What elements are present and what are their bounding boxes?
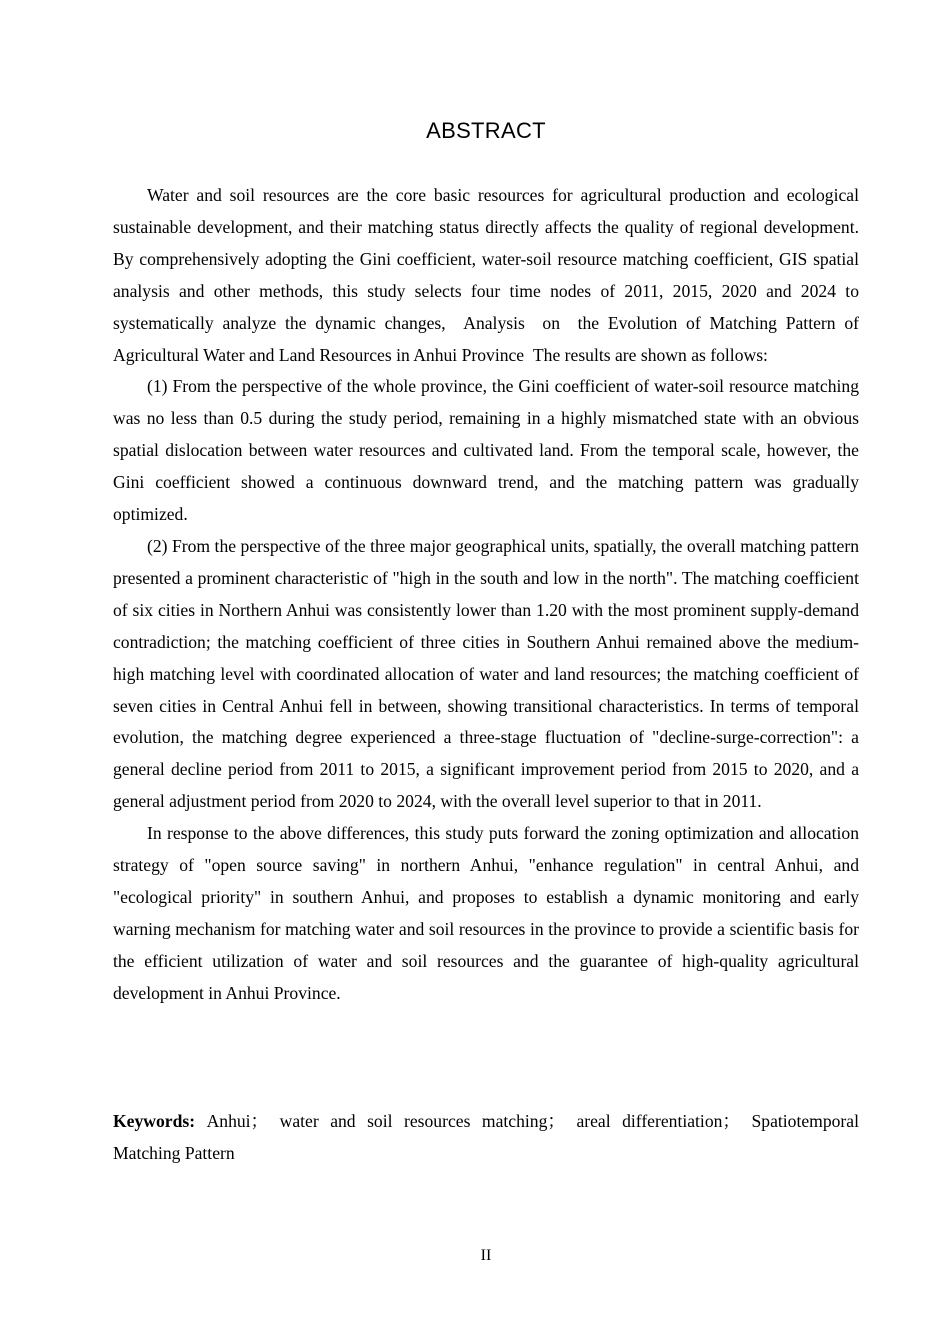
keywords-line: [113, 1106, 859, 1170]
abstract-paragraph-recommendations: In response to the above differences, this study puts forward the zoning optimization and allocation strategy of "open source saving" in northern Anhui, "enhance regulation" in central Anhui, and "ecological priority" in southern Anhui, and proposes to establish a dynamic monitoring and early warning mechanism for matching water and soil resources in the province to provide a scientific basis for the efficient utilization of water and soil resources and the guarantee of high-quality agricultural development in Anhui Province.: [113, 823, 859, 1003]
abstract-paragraph-finding-1: (1) From the perspective of the whole province, the Gini coefficient of water-soil resource matching was no less than 0.5 during the study period, remaining in a highly mismatched state with an obvious spatial dislocation between water resources and cultivated land. From the temporal scale, however, the Gini coefficient showed a continuous downward trend, and the matching pattern was gradually optimized.: [113, 376, 859, 525]
abstract-body: [113, 180, 859, 1010]
keywords-list: Anhui； water and soil resources matching； areal differentiation； Spatiotemporal Matching Pattern: [113, 1111, 859, 1163]
abstract-title: ABSTRACT: [426, 118, 546, 143]
abstract-paragraph-intro: Water and soil resources are the core basic resources for agricultural production and ecological sustainable development, and their matching status directly affects the quality of regional development. By comprehensively adopting the Gini coefficient, water-soil resource matching coefficient, GIS spatial analysis and other methods, this study selects four time nodes of 2011, 2015, 2020 and 2024 to systematically analyze the dynamic changes, Analysis on the Evolution of Matching Pattern of Agricultural Water and Land Resources in Anhui Province The results are shown as follows:: [113, 185, 859, 365]
page-number: II: [480, 1247, 492, 1264]
keywords-label: Keywords:: [113, 1111, 196, 1131]
abstract-paragraph-finding-2: (2) From the perspective of the three major geographical units, spatially, the overall matching pattern presented a prominent characteristic of "high in the south and low in the north". The matching coefficient of six cities in Northern Anhui was consistently lower than 1.20 with the most prominent supply-demand contradiction; the matching coefficient of three cities in Southern Anhui remained above the medium-high matching level with coordinated allocation of water and land resources; the matching coefficient of seven cities in Central Anhui fell in between, showing transitional characteristics. In terms of temporal evolution, the matching degree experienced a three-stage fluctuation of "decline-surge-correction": a general decline period from 2011 to 2015, a significant improvement period from 2015 to 2020, and a general adjustment period from 2020 to 2024, with the overall level superior to that in 2011.: [113, 535, 859, 812]
